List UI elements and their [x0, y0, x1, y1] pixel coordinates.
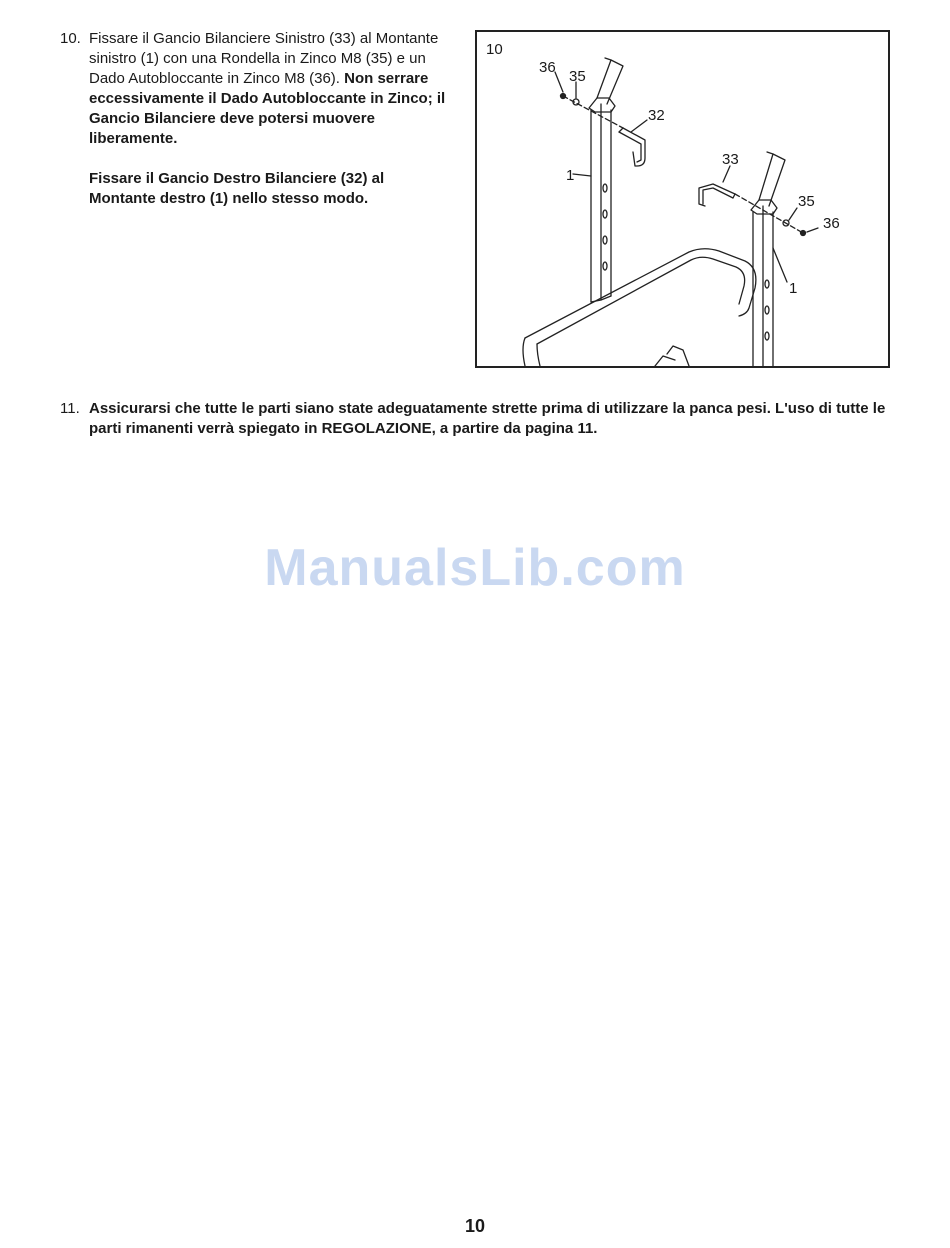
- assembly-figure: [475, 30, 890, 368]
- step-10-instruction: Fissare il Gancio Bilanciere Sinistro (33) al Montante sinistro (1) con una Rondella in Zinco M8 (35) e un Dado Autobloccante in Zinco M8 (36).: [89, 30, 439, 87]
- hook-32: [619, 128, 645, 166]
- callout-1-left: 1: [566, 167, 575, 184]
- callout-36-right: 36: [823, 215, 840, 232]
- assembly-drawing: [477, 32, 888, 366]
- figure-step-label: 10: [486, 41, 503, 58]
- step-11-number: 11.: [60, 400, 80, 417]
- step-10-body: [89, 29, 449, 209]
- callout-1-right: 1: [789, 280, 798, 297]
- watermark: ManualsLib.com: [264, 539, 686, 597]
- callout-36-left: 36: [539, 59, 556, 76]
- step-11-text: Assicurarsi che tutte le parti siano state adeguatamente strette prima di utilizzare la panca pesi. L'uso di tutte le parti rimanenti verrà spiegato in REGOLAZIONE, a partire da pagina 11.: [89, 400, 886, 437]
- step-10-number: 10.: [60, 30, 81, 47]
- right-upright: [751, 152, 785, 366]
- step-10-paragraph-2: Fissare il Gancio Destro Bilanciere (32) al Montante destro (1) nello stesso modo.: [89, 170, 385, 207]
- step-10-warning: Non serrare eccessivamente il Dado Autobloccante in Zinco; il Gancio Bilanciere deve potersi muovere liberamente.: [89, 70, 446, 147]
- callout-33: 33: [722, 151, 739, 168]
- callout-35-right: 35: [798, 193, 815, 210]
- bench-seat: [523, 249, 756, 366]
- step-10-paragraph-1: [89, 29, 449, 149]
- callout-32: 32: [648, 107, 665, 124]
- callout-35-left: 35: [569, 68, 586, 85]
- left-upright: [589, 58, 623, 302]
- callout-labels: [486, 41, 840, 297]
- page-number: 10: [464, 1216, 486, 1236]
- hook-33: [699, 184, 735, 206]
